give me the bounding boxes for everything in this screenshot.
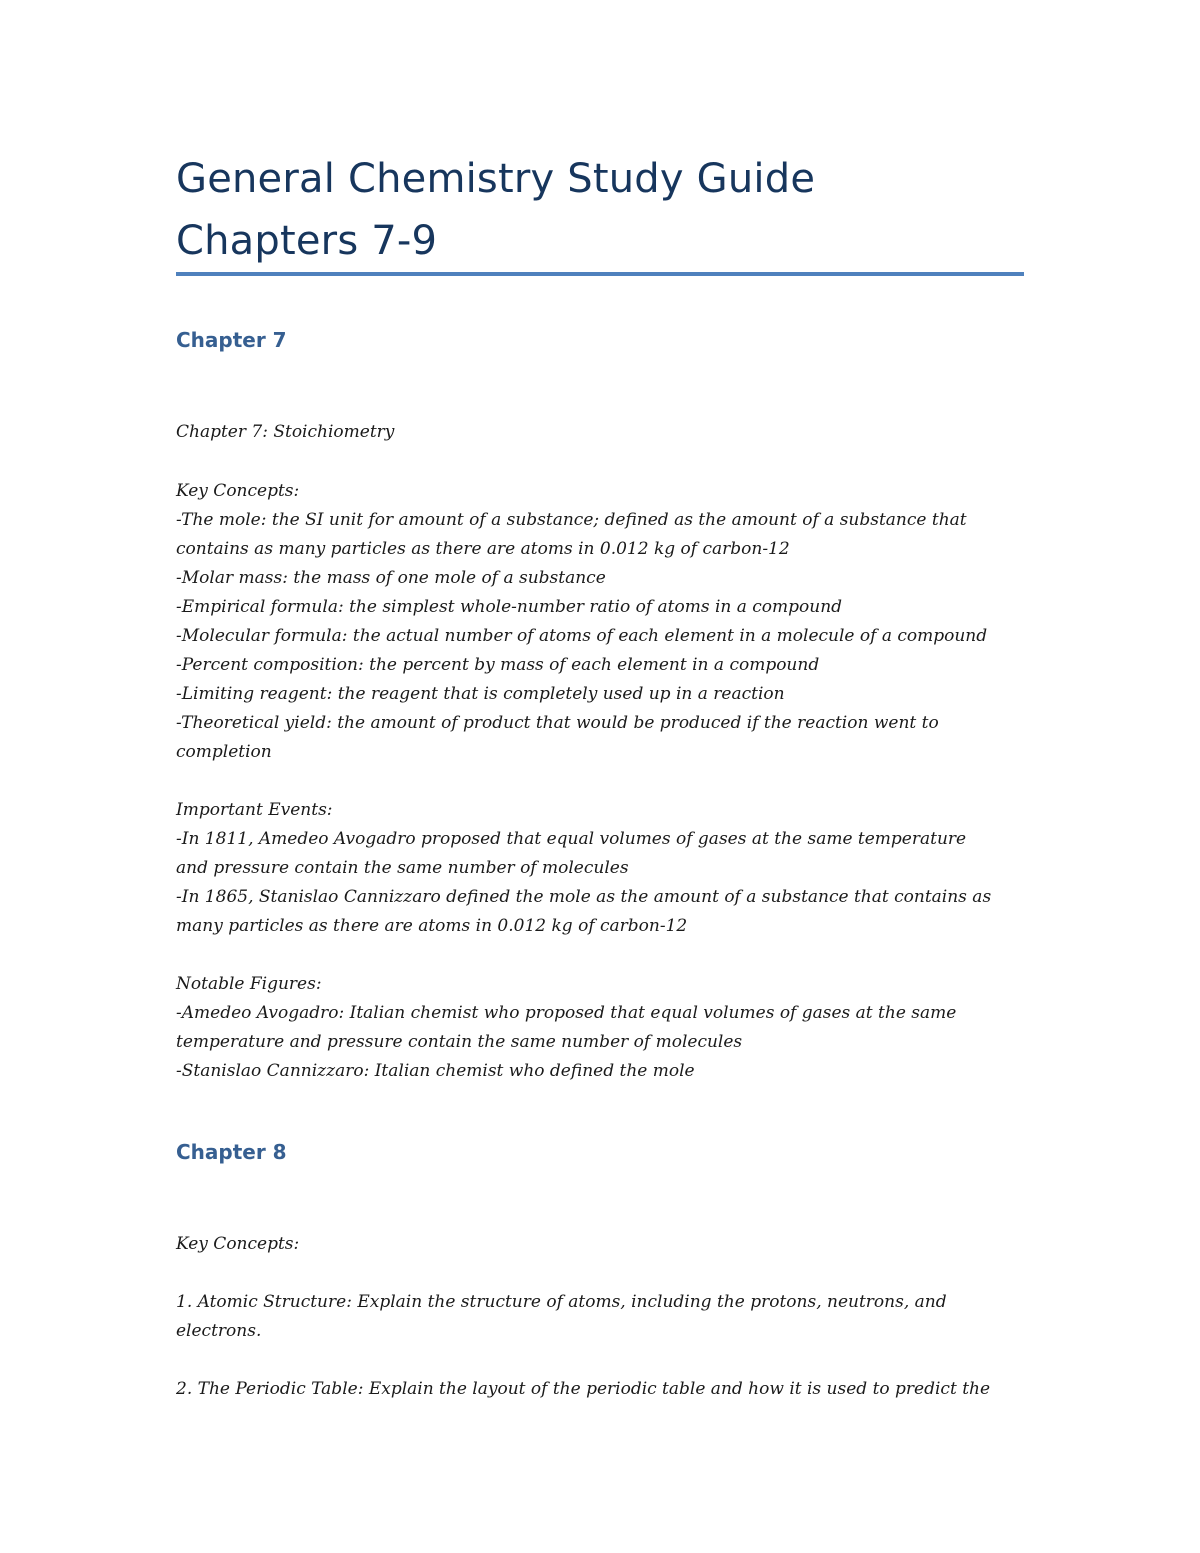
chapter-8-item-2	[176, 1375, 1026, 1404]
numbered-item-line: 1. Atomic Structure: Explain the structure of atoms, including the protons, neutrons, and	[176, 1292, 947, 1312]
numbered-item-line: electrons.	[176, 1321, 262, 1341]
event-line: many particles as there are atoms in 0.012 kg of carbon-12	[176, 916, 688, 936]
chapter-8-key-concepts-label	[176, 1230, 1026, 1259]
key-concept-line: -Theoretical yield: the amount of product that would be produced if the reaction went to	[176, 713, 939, 733]
event-line: -In 1865, Stanislao Cannizzaro defined the mole as the amount of a substance that contains as	[176, 887, 992, 907]
key-concept-line: -The mole: the SI unit for amount of a substance; defined as the amount of a substance that	[176, 510, 967, 530]
notable-figures-label: Notable Figures:	[176, 974, 322, 994]
event-line: and pressure contain the same number of molecules	[176, 858, 629, 878]
key-concept-line: -Molar mass: the mass of one mole of a substance	[176, 568, 606, 588]
event-line: -In 1811, Amedeo Avogadro proposed that equal volumes of gases at the same temperature	[176, 829, 967, 849]
key-concept-line: -Limiting reagent: the reagent that is completely used up in a reaction	[176, 684, 785, 704]
key-concept-line: completion	[176, 742, 272, 762]
key-concept-line: contains as many particles as there are atoms in 0.012 kg of carbon-12	[176, 539, 790, 559]
key-concept-line: -Percent composition: the percent by mass of each element in a compound	[176, 655, 820, 675]
chapter-8-heading: Chapter 8	[176, 1140, 287, 1164]
key-concepts-label: Key Concepts:	[176, 1234, 300, 1254]
chapter-7-key-concepts	[176, 477, 1026, 767]
chapter-8-item-1	[176, 1288, 1026, 1346]
key-concept-line: -Empirical formula: the simplest whole-number ratio of atoms in a compound	[176, 597, 843, 617]
important-events-label: Important Events:	[176, 800, 333, 820]
numbered-item-line: 2. The Periodic Table: Explain the layout of the periodic table and how it is used to predict the	[176, 1379, 991, 1399]
figure-line: -Stanislao Cannizzaro: Italian chemist who defined the mole	[176, 1061, 695, 1081]
figure-line: -Amedeo Avogadro: Italian chemist who proposed that equal volumes of gases at the same	[176, 1003, 957, 1023]
chapter-7-subtitle-text: Chapter 7: Stoichiometry	[176, 422, 395, 442]
document-title	[176, 148, 1036, 272]
key-concept-line: -Molecular formula: the actual number of atoms of each element in a molecule of a compound	[176, 626, 988, 646]
chapter-7-important-events	[176, 796, 1026, 941]
title-underline-rule	[176, 272, 1024, 276]
key-concepts-label: Key Concepts:	[176, 481, 300, 501]
title-line-1: General Chemistry Study Guide	[176, 156, 816, 202]
title-line-2: Chapters 7-9	[176, 218, 438, 264]
chapter-7-heading: Chapter 7	[176, 328, 287, 352]
figure-line: temperature and pressure contain the same number of molecules	[176, 1032, 743, 1052]
chapter-7-subtitle	[176, 418, 1026, 447]
chapter-7-notable-figures	[176, 970, 1026, 1086]
